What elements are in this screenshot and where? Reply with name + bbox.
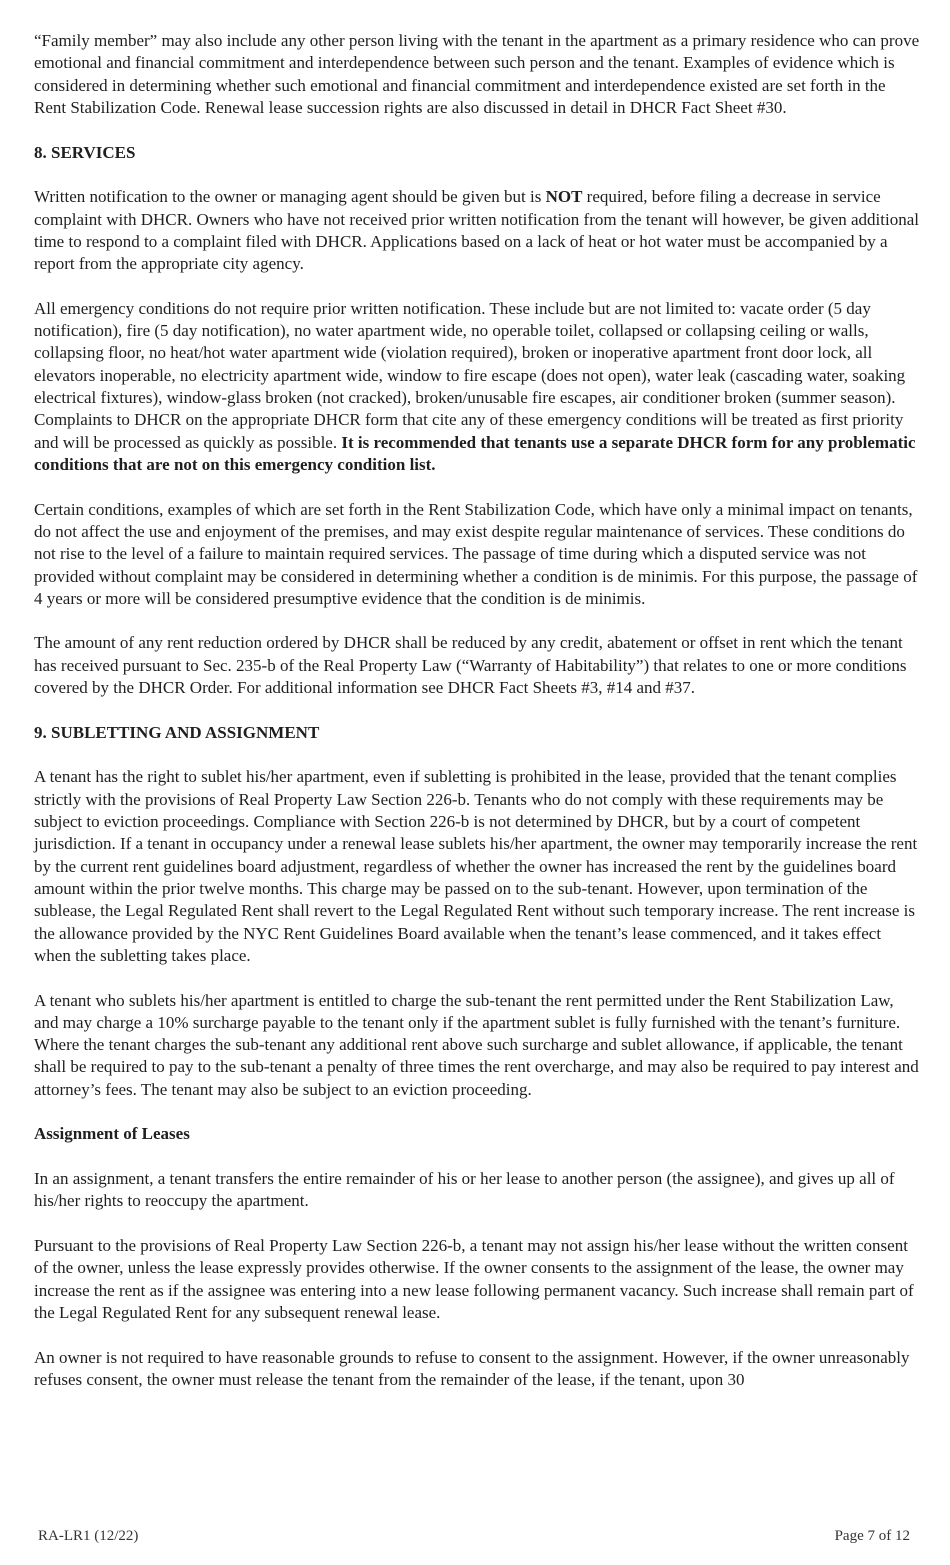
- emergency-text: All emergency conditions do not require prior written notification. These include but are not limited to: vacate order (5 day notification), fire (5 day notification), no water apartment wide, no operable toilet, collapsed or collapsing ceiling or walls, collapsing floor, no heat/hot water apartment wide (violation required), broken or inoperative apartment front door lock, all elevators inoperable, no electricity apartment wide, window to fire escape (does not open), water leak (cascading water, soaking electrical fixtures), window-glass broken (not cracked), broken/unusable fire escapes, air conditioner broken (summer season). Complaints to DHCR on the appropriate DHCR form that cite any of these emergency conditions will be treated as first priority and will be processed as quickly as possible.: [34, 298, 906, 452]
- emergency-recommendation: It is recommended that tenants use a separate DHCR form for any problematic conditions that are not on this emergency condition list.: [34, 432, 916, 474]
- footer-page-number: Page 7 of 12: [834, 1528, 910, 1544]
- document-body: [34, 30, 920, 1414]
- notification-text-start: Written notification to the owner or managing agent should be given but is: [34, 187, 546, 207]
- paragraph-written-notification: [34, 186, 920, 275]
- paragraph-sublet-charge: A tenant who sublets his/her apartment is entitled to charge the sub-tenant the rent permitted under the Rent Stabilization Law, and may charge a 10% surcharge payable to the tenant only if the apartment sublet is fully furnished with the tenant’s furniture. Where the tenant charges the sub-tenant any additional rent above such surcharge and sublet allowance, if applicable, the tenant shall be required to pay to the sub-tenant a penalty of three times the rent overcharge, and may also be required to pay interest and attorney’s fees. The tenant may also be subject to an eviction proceeding.: [34, 990, 919, 1099]
- paragraph-sublet-right: A tenant has the right to sublet his/her apartment, even if subletting is prohibited in the lease, provided that the tenant complies strictly with the provisions of Real Property Law Section 226-b. Tenants who do not comply with these requirements may be subject to eviction proceedings. Compliance with Section 226-b is not determined by DHCR, but by a court of competent jurisdiction. If a tenant in occupancy under a renewal lease sublets his/her apartment, the owner may temporarily increase the rent by the current rent guidelines board adjustment, regardless of whether the owner has increased the rent by the guidelines board amount within the prior twelve months. This charge may be passed on to the sub-tenant. However, upon termination of the sublease, the Legal Regulated Rent shall revert to the Legal Regulated Rent without such temporary increase. The rent increase is the allowance provided by the NYC Rent Guidelines Board available when the tenant’s lease commenced, and it takes effect when the subletting takes place.: [34, 767, 918, 965]
- paragraph-de-minimis: Certain conditions, examples of which are set forth in the Rent Stabilization Code, which have only a minimal impact on tenants, do not affect the use and enjoyment of the premises, and may exist despite regular maintenance of services. These conditions do not rise to the level of a failure to maintain required services. The passage of time during which a disputed service was not provided without complaint may be considered in determining whether a condition is de minimis. For this purpose, the passage of 4 years or more will be considered presumptive evidence that the condition is de minimis.: [34, 499, 918, 608]
- section-heading-services: 8. SERVICES: [34, 142, 136, 162]
- paragraph-emergency-conditions: [34, 298, 920, 476]
- notification-text-end: required, before filing a decrease in service complaint with DHCR. Owners who have not received prior written notification from the tenant will however, be given additional time to respond to a complaint filed with DHCR. Applications based on a lack of heat or hot water must be accompanied by a report from the appropriate city agency.: [34, 187, 919, 274]
- section-heading-subletting: 9. SUBLETTING AND ASSIGNMENT: [34, 722, 320, 742]
- subheading-assignment-of-leases: Assignment of Leases: [34, 1124, 190, 1144]
- paragraph-assignment-consent: Pursuant to the provisions of Real Property Law Section 226-b, a tenant may not assign his/her lease without the written consent of the owner, unless the lease expressly provides otherwise. If the owner consents to the assignment of the lease, the owner may increase the rent as if the assignee was entering into a new lease following permanent vacancy. Such increase shall remain part of the Legal Regulated Rent for any subsequent renewal lease.: [34, 1236, 914, 1322]
- footer-form-id: RA-LR1 (12/22): [38, 1528, 139, 1544]
- notification-emphasis-not: NOT: [545, 187, 583, 207]
- paragraph-assignment-definition: In an assignment, a tenant transfers the entire remainder of his or her lease to another person (the assignee), and gives up all of his/her rights to reoccupy the apartment.: [34, 1169, 895, 1211]
- paragraph-assignment-refusal: An owner is not required to have reasonable grounds to refuse to consent to the assignment. However, if the owner unreasonably refuses consent, the owner must release the tenant from the remainder of the lease, if the tenant, upon 30: [34, 1347, 910, 1389]
- paragraph-family-member: “Family member” may also include any other person living with the tenant in the apartment as a primary residence who can prove emotional and financial commitment and interdependence between such person and the tenant. Examples of evidence which is considered in determining whether such emotional and financial commitment and interdependence existed are set forth in the Rent Stabilization Code. Renewal lease succession rights are also discussed in detail in DHCR Fact Sheet #30.: [34, 31, 920, 117]
- paragraph-rent-reduction: The amount of any rent reduction ordered by DHCR shall be reduced by any credit, abatement or offset in rent which the tenant has received pursuant to Sec. 235-b of the Real Property Law (“Warranty of Habitability”) that relates to one or more conditions covered by the DHCR Order. For additional information see DHCR Fact Sheets #3, #14 and #37.: [34, 633, 907, 698]
